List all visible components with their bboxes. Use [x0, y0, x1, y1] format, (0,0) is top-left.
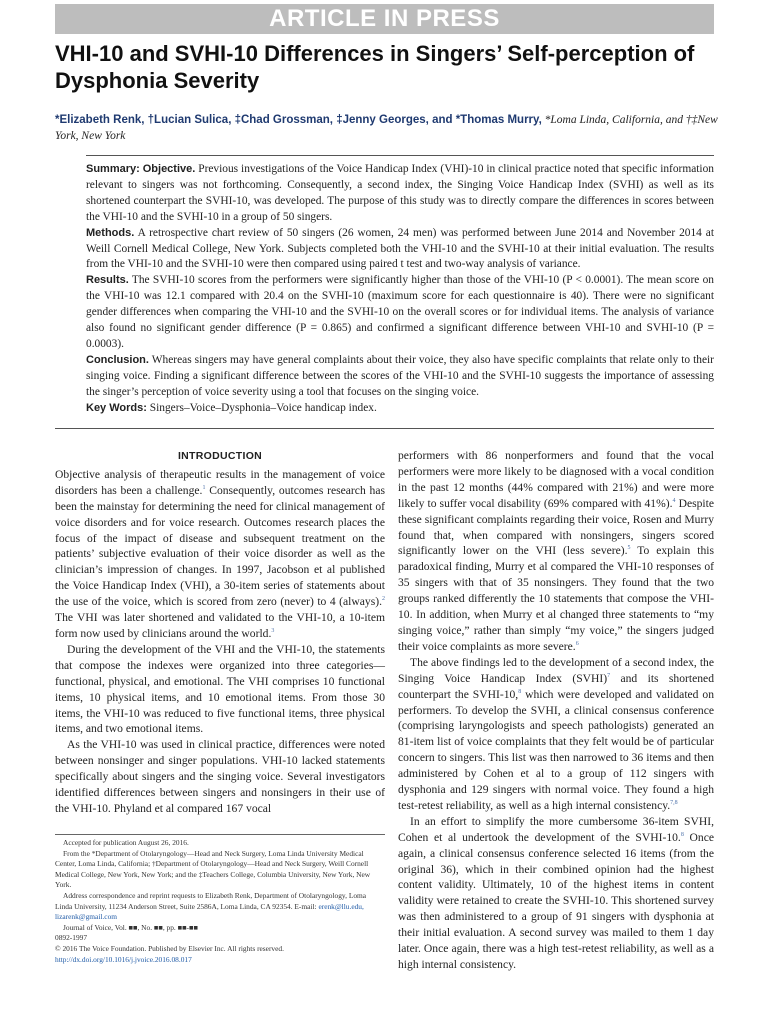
body-text: The above findings led to the development of a second index, the Singing Voice Handicap Index (SVHI): [398, 655, 714, 685]
address-text: Address correspondence and reprint requests to Elizabeth Renk, Department of Otolaryngology, Loma Linda University, 11234 Anderson Street, Suite 2586A, Loma Linda, CA 92354. E-mail:: [55, 890, 367, 911]
footnotes: [55, 834, 385, 965]
intro-text: Consequently, outcomes research has been the mainstay for determining the need for clinical management of voice disorders and for voice research. Outcomes research places the focus of the impact of disease and subsequent treatment on the patients’ subjective evaluation of their voice disorder as well as the clinician’s impression of changes. In 1997, Jacobson et al published the Voice Handicap Index (VHI), a 30-item series of statements about the use of the voice, which is scored from zero (never) to 4 (always).: [55, 483, 385, 609]
body-text: performers with 86 nonperformers and found that the vocal performers were more likely to be diagnosed with a vocal condition in the past 12 months (44% compared with 21%) and were more likely to suffer vocal disability (69% compared with 41%).: [398, 449, 714, 510]
intro-paragraph-2: During the development of the VHI and the VHI-10, the statements that compose the indexes were organized into three categories—functional, physical, and emotional. The VHI comprises 10 functional items, 10 physical items, and 10 emotional items. From those 30 items, the VHI-10 was reduced to five functional items, three physical items, and two emotional items.: [55, 642, 385, 736]
body-text: In an effort to simplify the more cumbersome 36-item SVHI, Cohen et al undertook the development of the SVHI-10.: [398, 814, 714, 844]
left-column: [55, 449, 385, 817]
body-text: Despite these significant complaints regarding their voice, Rosen and Murry found that, when compared with nonsingers, singers scored significantly lower on the VHI (less severe).: [398, 496, 714, 558]
citation-link[interactable]: 8: [680, 831, 684, 838]
abstract-methods: [86, 226, 714, 274]
body-paragraph-6: [398, 814, 714, 973]
right-column: [398, 448, 714, 973]
abstract-results: [86, 273, 714, 353]
citation-link[interactable]: 1: [202, 484, 206, 491]
body-text: Once again, a clinical consensus conference selected 16 items (from the original 36), which in their combined opinion had the highest content validity. Ultimately, 10 of the highest items in content validity were retained to create the SVHI-10. This shortened survey was then administered to a group of 91 singers with dysphonia at their initial evaluation. A second survey was mailed to them 1 day later. Once again, there was a high test-retest reliability, as well as a high internal consistency.: [398, 830, 714, 971]
abstract: [86, 155, 714, 417]
keywords-label: Key Words:: [86, 401, 147, 414]
article-title: VHI-10 and SVHI-10 Differences in Singers’ Self-perception of Dysphonia Severity: [55, 41, 695, 93]
body-paragraph-5: [398, 655, 714, 814]
body-paragraph-4: [398, 448, 714, 655]
results-text: The SVHI-10 scores from the performers were significantly higher than those of the VHI-10 (P < 0.0001). The mean score on the VHI-10 was 12.1 compared with 20.4 on the SVHI-10 (maximum score for each questionnaire is 40). There were no significant gender differences when comparing the VHI-10 and the SVHI-10 on the overall scores or for individual items. The analysis of variance also found no significant gender difference (P = 0.865) and confirmed a significant difference between VHI-10 and SVHI-10 (P = 0.0003).: [86, 274, 714, 350]
author-names: *Elizabeth Renk, †Lucian Sulica, ‡Chad Grossman, ‡Jenny Georges, and *Thomas Murry,: [55, 114, 542, 126]
citation-link[interactable]: 6: [575, 641, 579, 648]
intro-text: The VHI was later shortened and validated to the VHI-10, a 10-item form now used by clinicians around the world.: [55, 611, 385, 640]
citation-link[interactable]: 7: [607, 672, 611, 679]
results-label: Results.: [86, 274, 129, 287]
citation-link[interactable]: 7,8: [670, 800, 678, 807]
citation-link[interactable]: 4: [672, 497, 676, 504]
email-link[interactable]: erenk@llu.edu, lizarenk@gmail.com: [55, 901, 364, 922]
abstract-keywords: [86, 401, 714, 417]
conclusion-label: Conclusion.: [86, 353, 149, 366]
intro-text: Objective analysis of therapeutic results in the management of voice disorders has been a challenge.: [55, 467, 385, 497]
body-text: which were developed and validated on performers. To develop the SVHI, a clinical consensus conference (comprising laryngologists and speech pathologists) generated an 81-item list of voice complaints that they felt would be of particular concern to singers. This list was then narrowed to 36 items and then administered by Cohen et al to a group of 112 singers with dysphonia and 129 singers with normal voice. They found a high test-retest reliability, as well as a high internal consistency.: [398, 687, 714, 812]
intro-paragraph-1: [55, 467, 385, 642]
author-affiliation: *Loma Linda, California, and †‡New York, New York: [55, 114, 718, 142]
citation-link[interactable]: 3: [271, 628, 275, 635]
body-text: To explain this paradoxical finding, Murry et al compared the VHI-10 responses of 35 singers with that of 35 nonsingers. They found that the two groups ranked differently the 10 statements that compose the VHI-10. In addition, when Murry et al changed three statements to “my singing voice,” rather than simply “my voice,” the singers judged their voice complaints as more severe.: [398, 544, 714, 653]
body-text: and its shortened counterpart the SVHI-10,: [398, 671, 714, 701]
introduction-heading: INTRODUCTION: [177, 450, 263, 462]
citation-link[interactable]: 8: [518, 688, 522, 695]
citation-link[interactable]: 5: [627, 545, 631, 552]
summary-label: Summary:: [86, 163, 140, 175]
doi-link[interactable]: http://dx.doi.org/10.1016/j.jvoice.2016.08.017: [55, 954, 192, 964]
keywords-text: Singers–Voice–Dysphonia–Voice handicap index.: [149, 401, 377, 414]
footnote-address: [55, 891, 385, 923]
objective-text: Previous investigations of the Voice Handicap Index (VHI)-10 in clinical practice noted that specific information relevant to singers was not forthcoming. Consequently, a second index, the Singing Voice Handicap Index (SVHI) as well as its shortened counterpart the SVHI-10, was developed. The purpose of this study was to directly compare the differences in scores between the VHI-10 and the SVHI-10 in a group of 50 singers.: [86, 163, 714, 223]
citation-link[interactable]: 2: [382, 596, 385, 603]
author-block: [55, 112, 720, 144]
abstract-divider: [55, 428, 714, 429]
conclusion-text: Whereas singers may have general complaints about their voice, they also have specific complaints that relate only to their singing voice. Finding a significant difference between the scores of the VHI-10 and the SVHI-10 suggests the importance of assessing the singer’s perception of voice severity using a tool that focuses on the singing voice.: [86, 353, 714, 398]
footnote-journal: Journal of Voice, Vol. ■■, No. ■■, pp. ■■-■■: [63, 922, 198, 932]
objective-label: Objective.: [142, 163, 196, 175]
methods-label: Methods.: [86, 226, 135, 239]
abstract-objective: [86, 162, 714, 226]
footnote-issn: 0892-1997: [55, 933, 88, 943]
footnote-accepted: Accepted for publication August 26, 2016.: [63, 838, 189, 847]
footnote-copyright: © 2016 The Voice Foundation. Published by Elsevier Inc. All rights reserved.: [55, 943, 284, 953]
intro-paragraph-3: As the VHI-10 was used in clinical practice, differences were noted between nonsinger and singer populations. VHI-10 lacked statements specifically about singers and the singing voice. Several investigators identified differences between singers and nonsingers in their use of the VHI-10. Phyland et al compared 167 vocal: [55, 738, 385, 815]
article-in-press-banner: ARTICLE IN PRESS: [55, 4, 714, 34]
methods-text: A retrospective chart review of 50 singers (26 women, 24 men) was performed between June 2014 and November 2014 at Weill Cornell Medical College, New York. Subjects completed both the VHI-10 and the SVHI-10 at their initial evaluation. The results from the VHI-10 and the SVHI-10 were then compared using paired t test and two-way analysis of variance.: [86, 226, 715, 271]
abstract-conclusion: [86, 353, 714, 401]
footnote-affiliations: From the *Department of Otolaryngology—Head and Neck Surgery, Loma Linda University Medical Center, Loma Linda, California; †Department of Otolaryngology—Head and Neck Surgery, Weill Cornell Medical College, New York, New York; and the ‡Teachers College, Columbia University, New York, New York.: [55, 848, 371, 890]
